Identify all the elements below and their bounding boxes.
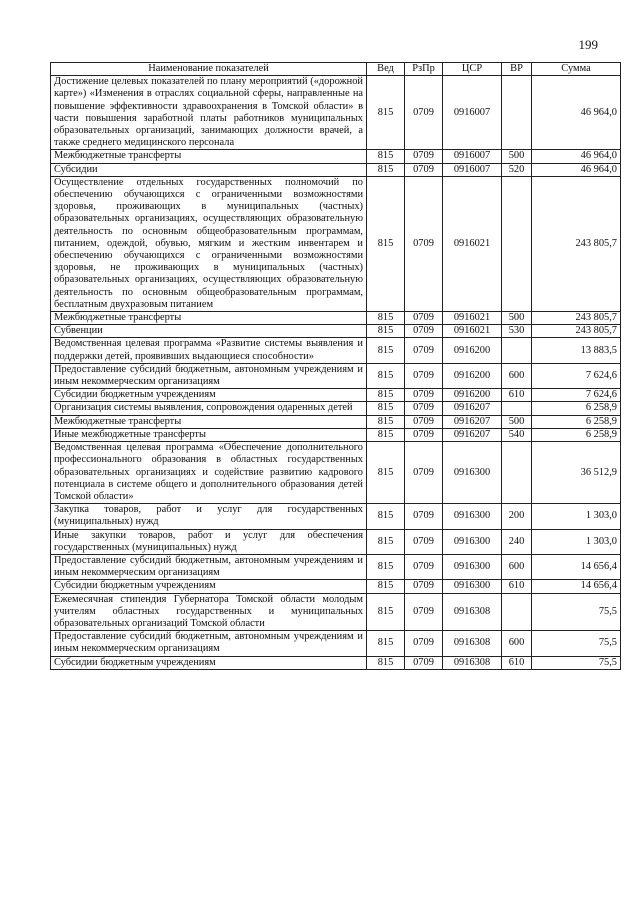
cell-name: Предоставление субсидий бюджетным, автономным учреждениям и иным некоммерческим организациям bbox=[51, 554, 367, 579]
cell-sum: 46 964,0 bbox=[532, 76, 621, 150]
cell-rzpr: 0709 bbox=[405, 593, 443, 631]
cell-rzpr: 0709 bbox=[405, 389, 443, 402]
cell-rzpr: 0709 bbox=[405, 325, 443, 338]
cell-csr: 0916207 bbox=[443, 402, 502, 415]
cell-vr: 500 bbox=[502, 312, 532, 325]
cell-vr: 540 bbox=[502, 428, 532, 441]
cell-sum: 75,5 bbox=[532, 656, 621, 669]
table-row bbox=[51, 176, 621, 311]
cell-ved: 815 bbox=[367, 150, 405, 163]
cell-ved: 815 bbox=[367, 554, 405, 579]
table-row bbox=[51, 656, 621, 669]
cell-sum: 6 258,9 bbox=[532, 402, 621, 415]
cell-csr: 0916021 bbox=[443, 176, 502, 311]
cell-name: Иные межбюджетные трансферты bbox=[51, 428, 367, 441]
cell-vr bbox=[502, 176, 532, 311]
cell-name: Закупка товаров, работ и услуг для государственных (муниципальных) нужд bbox=[51, 504, 367, 529]
cell-rzpr: 0709 bbox=[405, 76, 443, 150]
cell-rzpr: 0709 bbox=[405, 442, 443, 504]
table-row bbox=[51, 529, 621, 554]
cell-vr: 500 bbox=[502, 150, 532, 163]
cell-name: Осуществление отдельных государственных полномочий по обеспечению обучающихся с ограниченными возможностями здоровья, проживающих в муниципальных (частных) образовательных организациях, осуществляющих образовательную деятельность по основным общеобразовательным программам, питанием, одеждой, обувью, мягким и жестким инвентарем и обеспечению обучающихся с ограниченными возможностями здоровья, не проживающих в муниципальных (частных) образовательных организациях, осуществляющих образовательную деятельность по основным общеобразовательным программам, бесплатным двухразовым питанием bbox=[51, 176, 367, 311]
cell-rzpr: 0709 bbox=[405, 338, 443, 363]
table-row bbox=[51, 554, 621, 579]
cell-vr: 600 bbox=[502, 554, 532, 579]
table-row bbox=[51, 150, 621, 163]
cell-vr: 500 bbox=[502, 415, 532, 428]
budget-table bbox=[50, 62, 621, 670]
cell-name: Межбюджетные трансферты bbox=[51, 150, 367, 163]
cell-csr: 0916007 bbox=[443, 76, 502, 150]
cell-sum: 1 303,0 bbox=[532, 529, 621, 554]
table-header-row bbox=[51, 63, 621, 76]
table-row bbox=[51, 442, 621, 504]
cell-csr: 0916300 bbox=[443, 442, 502, 504]
cell-name: Субвенции bbox=[51, 325, 367, 338]
cell-ved: 815 bbox=[367, 631, 405, 656]
cell-name: Ведомственная целевая программа «Развитие системы выявления и поддержки детей, проявивших выдающиеся способности» bbox=[51, 338, 367, 363]
cell-csr: 0916300 bbox=[443, 554, 502, 579]
cell-rzpr: 0709 bbox=[405, 176, 443, 311]
column-header-ved: Вед bbox=[367, 63, 405, 76]
cell-ved: 815 bbox=[367, 504, 405, 529]
cell-ved: 815 bbox=[367, 442, 405, 504]
table-row bbox=[51, 631, 621, 656]
cell-ved: 815 bbox=[367, 163, 405, 176]
cell-sum: 6 258,9 bbox=[532, 428, 621, 441]
column-header-rzpr: РзПр bbox=[405, 63, 443, 76]
cell-vr bbox=[502, 338, 532, 363]
table-row bbox=[51, 163, 621, 176]
cell-rzpr: 0709 bbox=[405, 312, 443, 325]
table-row bbox=[51, 580, 621, 593]
table-row bbox=[51, 593, 621, 631]
cell-name: Субсидии бюджетным учреждениям bbox=[51, 389, 367, 402]
table-row bbox=[51, 504, 621, 529]
cell-name: Межбюджетные трансферты bbox=[51, 415, 367, 428]
cell-csr: 0916308 bbox=[443, 631, 502, 656]
cell-sum: 7 624,6 bbox=[532, 363, 621, 388]
column-header-csr: ЦСР bbox=[443, 63, 502, 76]
cell-ved: 815 bbox=[367, 402, 405, 415]
cell-vr: 240 bbox=[502, 529, 532, 554]
cell-name: Субсидии бюджетным учреждениям bbox=[51, 580, 367, 593]
cell-name: Субсидии bbox=[51, 163, 367, 176]
cell-ved: 815 bbox=[367, 338, 405, 363]
cell-ved: 815 bbox=[367, 580, 405, 593]
cell-sum: 6 258,9 bbox=[532, 415, 621, 428]
cell-csr: 0916007 bbox=[443, 150, 502, 163]
cell-ved: 815 bbox=[367, 176, 405, 311]
column-header-name: Наименование показателей bbox=[51, 63, 367, 76]
cell-name: Достижение целевых показателей по плану мероприятий («дорожной карте») «Изменения в отраслях социальной сферы, направленные на повышение эффективности здравоохранения в Томской области» в части повышения заработной платы работников муниципальных образовательных организаций, занимающих должности врачей, а также среднего медицинского персонала bbox=[51, 76, 367, 150]
cell-sum: 7 624,6 bbox=[532, 389, 621, 402]
cell-vr: 520 bbox=[502, 163, 532, 176]
cell-csr: 0916207 bbox=[443, 428, 502, 441]
cell-rzpr: 0709 bbox=[405, 656, 443, 669]
table-row bbox=[51, 428, 621, 441]
cell-ved: 815 bbox=[367, 76, 405, 150]
cell-ved: 815 bbox=[367, 529, 405, 554]
cell-vr bbox=[502, 402, 532, 415]
cell-rzpr: 0709 bbox=[405, 150, 443, 163]
cell-rzpr: 0709 bbox=[405, 631, 443, 656]
table-row bbox=[51, 76, 621, 150]
table-row bbox=[51, 389, 621, 402]
cell-csr: 0916207 bbox=[443, 415, 502, 428]
cell-sum: 36 512,9 bbox=[532, 442, 621, 504]
cell-csr: 0916308 bbox=[443, 656, 502, 669]
cell-name: Предоставление субсидий бюджетным, автономным учреждениям и иным некоммерческим организациям bbox=[51, 363, 367, 388]
cell-name: Субсидии бюджетным учреждениям bbox=[51, 656, 367, 669]
cell-sum: 243 805,7 bbox=[532, 176, 621, 311]
cell-sum: 14 656,4 bbox=[532, 580, 621, 593]
column-header-vr: ВР bbox=[502, 63, 532, 76]
cell-ved: 815 bbox=[367, 593, 405, 631]
cell-csr: 0916007 bbox=[443, 163, 502, 176]
cell-vr: 610 bbox=[502, 580, 532, 593]
cell-vr: 610 bbox=[502, 389, 532, 402]
table-body bbox=[51, 76, 621, 670]
cell-ved: 815 bbox=[367, 312, 405, 325]
cell-csr: 0916200 bbox=[443, 363, 502, 388]
cell-rzpr: 0709 bbox=[405, 554, 443, 579]
cell-sum: 1 303,0 bbox=[532, 504, 621, 529]
cell-name: Межбюджетные трансферты bbox=[51, 312, 367, 325]
cell-csr: 0916200 bbox=[443, 338, 502, 363]
cell-ved: 815 bbox=[367, 428, 405, 441]
cell-ved: 815 bbox=[367, 363, 405, 388]
cell-ved: 815 bbox=[367, 325, 405, 338]
table-row bbox=[51, 338, 621, 363]
cell-ved: 815 bbox=[367, 656, 405, 669]
cell-csr: 0916300 bbox=[443, 580, 502, 593]
table-row bbox=[51, 415, 621, 428]
cell-name: Ежемесячная стипендия Губернатора Томской области молодым учителям областных государственных и муниципальных образовательных организаций Томской области bbox=[51, 593, 367, 631]
cell-csr: 0916200 bbox=[443, 389, 502, 402]
cell-sum: 14 656,4 bbox=[532, 554, 621, 579]
cell-sum: 243 805,7 bbox=[532, 325, 621, 338]
cell-vr bbox=[502, 442, 532, 504]
table-row bbox=[51, 363, 621, 388]
cell-ved: 815 bbox=[367, 415, 405, 428]
cell-rzpr: 0709 bbox=[405, 402, 443, 415]
cell-sum: 46 964,0 bbox=[532, 150, 621, 163]
cell-vr: 600 bbox=[502, 363, 532, 388]
cell-sum: 243 805,7 bbox=[532, 312, 621, 325]
cell-csr: 0916300 bbox=[443, 529, 502, 554]
cell-sum: 46 964,0 bbox=[532, 163, 621, 176]
cell-rzpr: 0709 bbox=[405, 428, 443, 441]
table-row bbox=[51, 325, 621, 338]
cell-sum: 75,5 bbox=[532, 593, 621, 631]
cell-vr: 610 bbox=[502, 656, 532, 669]
cell-name: Организация системы выявления, сопровождения одаренных детей bbox=[51, 402, 367, 415]
cell-vr: 200 bbox=[502, 504, 532, 529]
cell-ved: 815 bbox=[367, 389, 405, 402]
page-number: 199 bbox=[578, 37, 598, 52]
cell-csr: 0916308 bbox=[443, 593, 502, 631]
cell-rzpr: 0709 bbox=[405, 529, 443, 554]
cell-sum: 13 883,5 bbox=[532, 338, 621, 363]
cell-sum: 75,5 bbox=[532, 631, 621, 656]
table-row bbox=[51, 312, 621, 325]
cell-name: Ведомственная целевая программа «Обеспечение дополнительного профессионального образования в областных государственных образовательных организациях и содействие развитию кадрового потенциала в системе общего и дополнительного образования детей Томской области» bbox=[51, 442, 367, 504]
column-header-sum: Сумма bbox=[532, 63, 621, 76]
cell-csr: 0916300 bbox=[443, 504, 502, 529]
cell-vr bbox=[502, 76, 532, 150]
cell-rzpr: 0709 bbox=[405, 580, 443, 593]
cell-rzpr: 0709 bbox=[405, 504, 443, 529]
cell-rzpr: 0709 bbox=[405, 415, 443, 428]
cell-rzpr: 0709 bbox=[405, 363, 443, 388]
cell-name: Предоставление субсидий бюджетным, автономным учреждениям и иным некоммерческим организациям bbox=[51, 631, 367, 656]
table-row bbox=[51, 402, 621, 415]
cell-name: Иные закупки товаров, работ и услуг для обеспечения государственных (муниципальных) нужд bbox=[51, 529, 367, 554]
cell-vr bbox=[502, 593, 532, 631]
cell-csr: 0916021 bbox=[443, 312, 502, 325]
cell-vr: 600 bbox=[502, 631, 532, 656]
cell-vr: 530 bbox=[502, 325, 532, 338]
cell-rzpr: 0709 bbox=[405, 163, 443, 176]
cell-csr: 0916021 bbox=[443, 325, 502, 338]
